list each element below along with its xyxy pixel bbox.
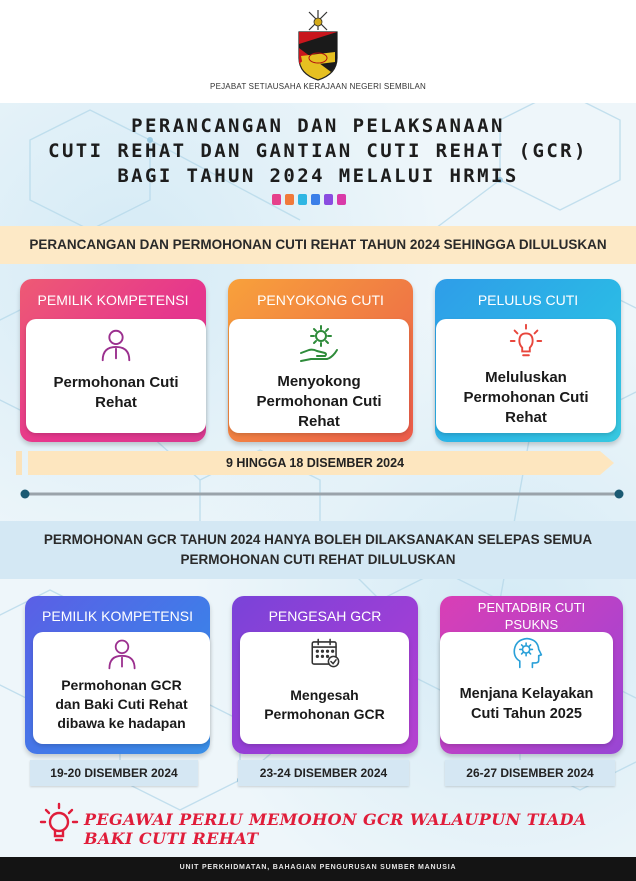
card-title: PEMILIK KOMPETENSI — [37, 292, 189, 308]
card-title: PENYOKONG CUTI — [257, 292, 384, 308]
card-title: PELULUS CUTI — [477, 292, 579, 308]
section2-banner: PERMOHONAN GCR TAHUN 2024 HANYA BOLEH DILAKSANAKAN SELEPAS SEMUA PERMOHONAN CUTI REHAT DILULUSKAN — [0, 521, 636, 579]
section1-date-range: 9 HINGGA 18 DISEMBER 2024 — [225, 456, 405, 470]
date-card-2: 23-24 DISEMBER 2024 — [238, 760, 409, 786]
card-description: Menyokong Permohonan Cuti Rehat — [256, 373, 382, 430]
state-crest-logo — [295, 8, 341, 82]
card-title: PENTADBIR CUTI PSUKNS — [477, 600, 586, 632]
title-line-3: BAGI TAHUN 2024 MELALUI HRMIS — [117, 165, 519, 187]
card-body — [440, 632, 613, 744]
card-body — [33, 632, 210, 744]
head-gear-icon — [509, 635, 545, 671]
card-body — [26, 319, 206, 433]
timeline-line — [20, 488, 624, 500]
card-body — [436, 319, 616, 433]
footer: UNIT PERKHIDMATAN, BAHAGIAN PENGURUSAN SUMBER MANUSIA — [0, 857, 636, 881]
title-line-1: PERANCANGAN DAN PELAKSANAAN — [131, 115, 505, 137]
gear-hand-icon — [297, 323, 341, 367]
card-pentadbir-cuti-psukns — [440, 596, 623, 754]
card-description: Mengesah Permohonan GCR — [264, 687, 385, 722]
card-penyokong-cuti — [228, 279, 413, 442]
color-chip — [337, 194, 346, 205]
calendar-check-icon — [308, 636, 342, 670]
warning-message: PEGAWAI PERLU MEMOHON GCR WALAUPUN TIADA BAKI CUTI REHAT — [84, 810, 587, 848]
header — [0, 0, 636, 103]
lightbulb-icon — [507, 322, 545, 360]
card-description: Permohonan Cuti Rehat — [53, 374, 179, 411]
date-card-3: 26-27 DISEMBER 2024 — [445, 760, 615, 786]
user-icon — [104, 636, 140, 672]
card-body — [240, 632, 409, 744]
card-description: Permohonan GCR dan Baki Cuti Rehat dibawa ke hadapan — [55, 677, 188, 731]
organization-name: PEJABAT SETIAUSAHA KERAJAAN NEGERI SEMBILAN — [210, 82, 426, 91]
card-pengesah-gcr — [232, 596, 418, 754]
section1-banner: PERANCANGAN DAN PERMOHONAN CUTI REHAT TAHUN 2024 SEHINGGA DILULUSKAN — [0, 226, 636, 264]
card-title: PENGESAH GCR — [268, 608, 382, 624]
lightbulb-warning-icon — [39, 801, 79, 843]
color-chip — [311, 194, 320, 205]
title-line-2: CUTI REHAT DAN GANTIAN CUTI REHAT (GCR) — [48, 140, 588, 162]
card-description: Meluluskan Permohonan Cuti Rehat — [463, 369, 589, 426]
date-card-1: 19-20 DISEMBER 2024 — [30, 760, 198, 786]
main-title — [0, 114, 636, 189]
color-chip-row — [272, 194, 346, 205]
card-pemilik-kompetensi-2 — [25, 596, 210, 754]
user-icon — [97, 326, 135, 364]
color-chip — [285, 194, 294, 205]
card-pemilik-kompetensi-1 — [20, 279, 206, 442]
card-body — [229, 319, 409, 433]
card-title: PEMILIK KOMPETENSI — [42, 608, 193, 624]
color-chip — [298, 194, 307, 205]
color-chip — [272, 194, 281, 205]
color-chip — [324, 194, 333, 205]
card-description: Menjana Kelayakan Cuti Tahun 2025 — [459, 686, 594, 722]
card-pelulus-cuti — [435, 279, 621, 442]
